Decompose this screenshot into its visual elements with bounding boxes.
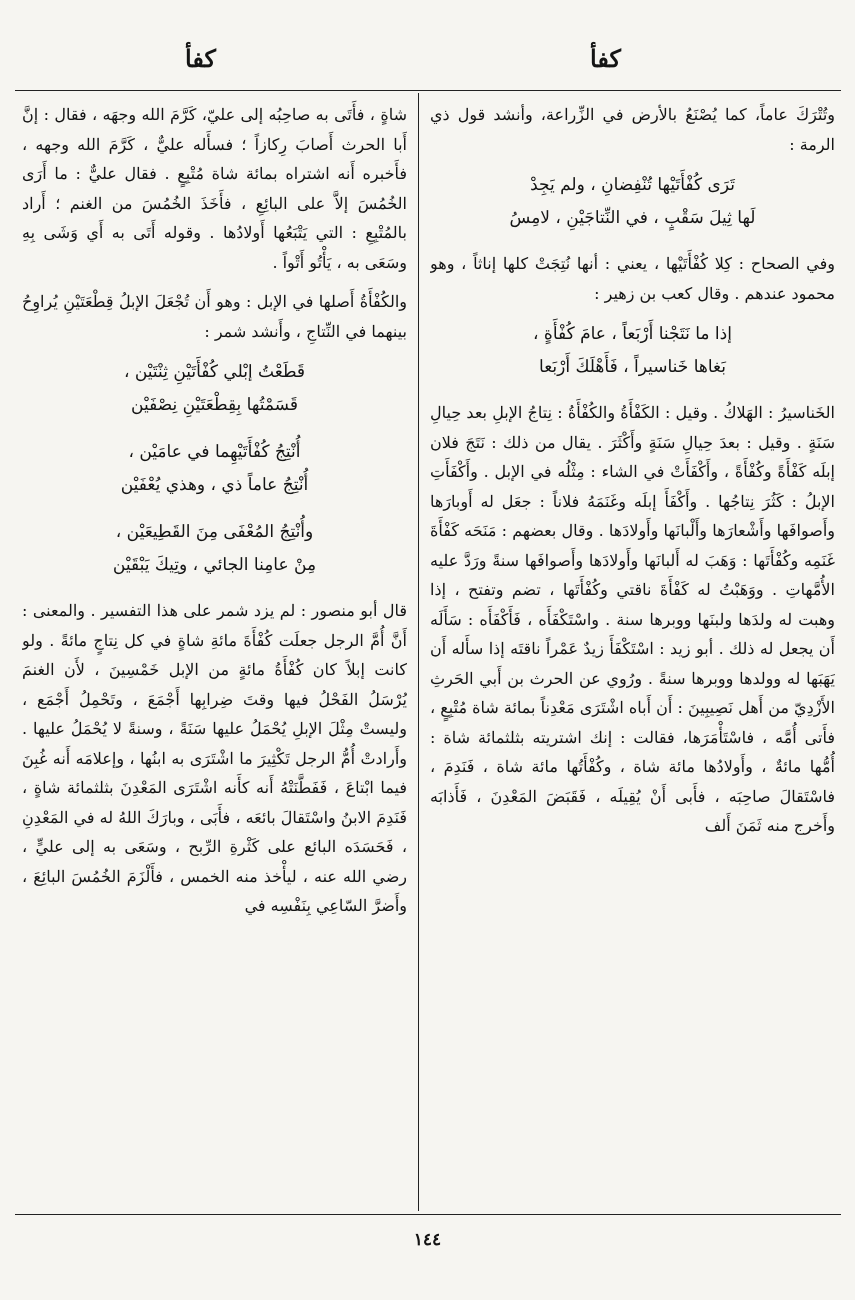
left-column — [22, 100, 407, 1208]
paragraph: قال أبو منصور : لم يزد شمر على هذا التفسير . والمعنى : أَنَّ أُمَّ الرجل جعلَت كُفْأَةَ مائةِ شاةٍ في كل نِتاجٍ مائةً . ولو كانت إبلاً كان كُفْأَةُ مائةٍ من الإبل خَمْسِينَ ، لأَن الغنمَ يُرْسَلُ الفَحْلُ فيها وقتَ ضِرابِها أَجْمَعَ ، وتَحْمِلُ أَجْمَع ، وليستْ مِثْلَ الإبلِ يُحْمَلُ عليها سَنَةً ، وسنةً لا يُحْمَلُ عليها . وأَرادتْ أُمُّ الرجل تَكْثِيرَ ما اشْتَرَى به ابنُها ، وإعلامَه أَنه غُبِنَ فيما ابْتاعَ ، فَفَطَّنَتْهُ أَنه كأَنه اشْتَرَى المَعْدِنَ بثلثمائة شاةٍ ، فَنَدِمَ الابنُ واسْتَقالَ بائعَه ، فأَبَى ، وبارَكَ اللهُ له في المَعْدِنِ ، فَحَسَدَه البائع على كَثْرةِ الرِّبح ، وسَعَى به إلى عليٍّ ، رضي الله عنه ، ليأْخذ منه الخمس ، فأَلْزَمَ الخُمُسَ البائِعَ ، وأَضرَّ السّاعِي بِنَفْسِه في — [22, 601, 407, 915]
verse-line: إذا ما نَتَجْنا أَرْبَعاً ، عامَ كُفْأَةٍ ، — [533, 324, 732, 344]
top-rule — [15, 90, 841, 91]
verse-line: لَها ثِيلَ سَقْبٍ ، في النِّتاجَيْنِ ، لامِسُ — [509, 208, 756, 228]
verse-line: وأُنْتِجُ المُعْفَى مِنَ القَطِيعَيْن ، — [115, 522, 314, 542]
verse-line: بَغاها خَناسيراً ، فَأَهْلَكَ أَرْبَعا — [539, 357, 726, 377]
paragraph: شاةٍ ، فأَتَى به صاحِبُه إلى عليّ، كَرَّمَ الله وجهَه ، فقال : إنَّ أَبا الحرث أَصابَ رِكازاً ؛ فسأَله عليٌّ ، كَرَّمَ الله وجهه ، فأَخبره أَنه اشتراه بمائة شاة مُتْبِعٍ . فقال عليٌّ : ما أَرَى الخُمُسَ إلاَّ على البائِعِ ، فأَخَذَ الخُمُسَ من الغنم ؛ أَراد بالمُتْبِعِ : التي يَتْبَعُها أَولادُها . وقوله أَتَى به أَي وَشَى بِهِ وسَعَى به ، يَأْتُو أَتْواً . — [22, 105, 407, 272]
verse-line: أُنْتِجُ عاماً ذي ، وهذي يُعْفَيْن — [120, 475, 309, 495]
verse-block — [430, 169, 835, 235]
column-divider — [418, 93, 419, 1211]
paragraph: والكُفْأَةُ أَصلها في الإبل : وهو أَن تُجْعَلَ الإبلُ قِطْعَتَيْنِ يُراوِحُ بينهما في النِّتاجِ ، وأَنشد شمر : — [22, 292, 407, 341]
paragraph: الخَناسيرُ : الهَلاكُ . وقيل : الكَفْأَةُ والكُفْأَةُ : نِتاجُ الإبلِ بعد حِيالِ سَنَةٍ . وقيل : بعدَ حِيالِ سَنَةٍ وأَكْثَرَ . يقال من ذلك : نَتَجَ فلان إبلَه كَفْأَةً وكُفْأَةً ، وأَكْفَأَتْ في الشاء : مِثْلُه في الإبل . وأَكْفَأَتِ الإبلُ : كَثُرَ نِتاجُها . وأَكْفَأَ إبلَه وغَنَمَهُ فلاناً : جعَل له أَوبارَها وأَصوافَها وأَشْعارَها وأَلْبانَها وأَولادَها . وقال بعضهم : مَنَحَه كَفْأَةَ غَنَمِه وكُفْأَتَها : وَهَبَ له أَلبانَها وأَولادَها وأَصوافَها سنةً ورَدَّ عليه الأُمَّهاتِ . ووَهَبْتُ له كَفْأَةَ ناقتي وكُفْأَتَها ، تضم وتفتح ، إذا وهبت له ولدَها ولبنَها ووبرها سنة . واسْتَكْفَأَه ، فَأَكْفَأَه : سَأَلَه أَن يجعل له ذلك . أبو زيد : اسْتَكْفَأَ زيدٌ عَمْراً ناقتَه إذا سأَله أَن يَهَبَها له وولدها ووبرها سنةً . ورُوي عن الحرث بن أَبي الحَرثِ الأَزْدِيّ من أَهل نَصِيبِينَ : أَن أَباه اشْتَرَى مَعْدِناً بمائة شاة مُتْبِعٍ ، فأَتى أُمَّه ، فاسْتَأْمَرَها، فقالت : إنك اشتريته بثلثمائة شاة : أُمُّها مائةٌ ، وأَولادُها مائة شاة ، وكُفْأَتُها مائة شاة ، فَنَدِمَ ، فاسْتَقالَ صاحِبَه ، فأَبى أَنْ يُقِيلَه ، فَقَبَضَ المَعْدِنَ ، فَأَذابَه وأَخرج منه ثَمَنَ أَلف — [430, 403, 835, 835]
verse-line: مِنْ عامِنا الجائي ، وتِيكَ يَبْقَيْن — [112, 555, 317, 575]
page-number: ١٤٤ — [413, 1230, 442, 1250]
bottom-rule — [15, 1214, 841, 1215]
header-word-left: كفأ — [185, 44, 216, 73]
paragraph: وتُتْرَكَ عاماً، كما يُصْنَعُ بالأرض في الزِّراعة، وأنشد قول ذي الرمة : — [430, 105, 835, 154]
paragraph: وفي الصحاح : كِلا كُفْأَتَيْها ، يعني : أنها نُتِجَتْ كلها إناثاً ، وهو محمود عندهم . وقال كعب بن زهير : — [430, 254, 835, 303]
header-word-right: كفأ — [590, 44, 621, 73]
verse-line: أُنْتِجُ كُفْأَتَيْهِما في عامَيْن ، — [128, 442, 301, 462]
verse-line: تَرَى كُفْأَتَيْها تُنْفِضانِ ، ولم يَجِدْ — [530, 175, 735, 195]
verse-block — [22, 436, 407, 502]
verse-line: قَطَعْتُ إبْلي كُفْأَتَيْنِ ثِنْتَيْن ، — [123, 362, 306, 382]
verse-line: قَسَمْتُها بِقِطْعَتَيْنِ نِصْفَيْن — [131, 395, 298, 415]
verse-block — [430, 318, 835, 384]
right-column — [430, 100, 835, 1208]
verse-block — [22, 356, 407, 422]
verse-block — [22, 516, 407, 582]
